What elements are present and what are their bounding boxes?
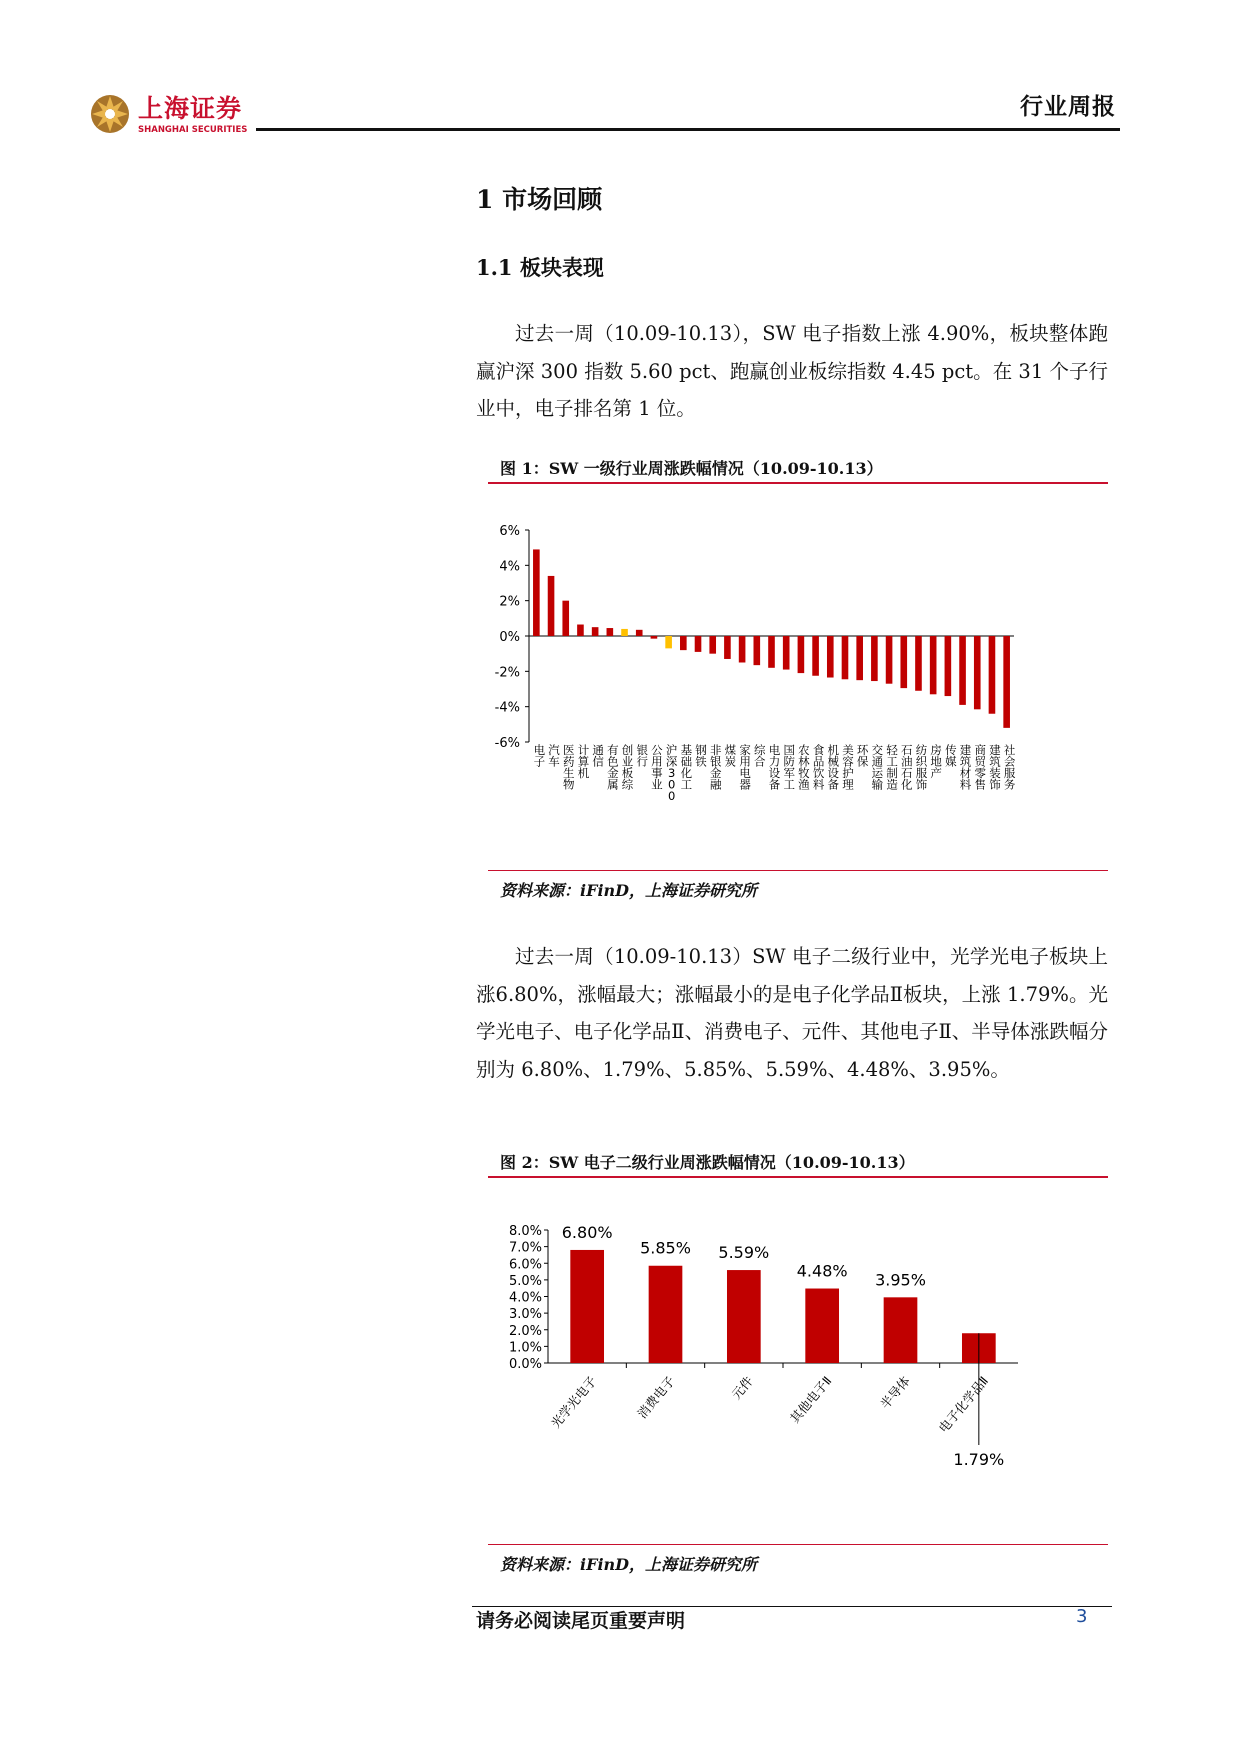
chart1-x-tick-label: 通信	[592, 743, 604, 769]
figure1-source: 资料来源：iFinD，上海证券研究所	[500, 881, 758, 900]
chart1-x-tick-label: 汽车	[548, 743, 560, 769]
chart2-y-tick-label: 6.0%	[508, 1257, 542, 1273]
figure1-title: 图 1：SW 一级行业周涨跌幅情况（10.09-10.13）	[500, 459, 883, 478]
chart2-x-tick-label: 元件	[728, 1373, 757, 1403]
chart1-bar	[945, 636, 952, 696]
chart1-y-tick-label: 0%	[499, 630, 520, 645]
chart1-bar	[783, 636, 790, 670]
chart1-bar	[959, 636, 966, 705]
chart1-x-tick-label: 创业板综	[621, 743, 634, 792]
chart1-bar	[680, 636, 687, 650]
chart2-y-tick-label: 2.0%	[508, 1323, 542, 1339]
chart1-y-tick-label: 2%	[499, 594, 520, 610]
chart1-bar	[636, 630, 643, 636]
chart1-y-tick-label: -4%	[494, 700, 520, 716]
paragraph-text: 过去一周（10.09-10.13），SW 电子指数上涨 4.90%，板块整体跑赢沪深 300 指数 5.60 pct、跑赢创业板综指数 4.45 pct。在 31 个子行业中，电子排名第 1 位。	[476, 322, 1108, 420]
chart1-bar	[753, 636, 760, 665]
logo-text-cn: 上海证券	[138, 94, 243, 123]
chart1-x-tick-label: 交通运输	[871, 743, 884, 792]
chart2-bar	[805, 1289, 839, 1363]
paragraph-subsector-summary	[476, 938, 1108, 1088]
chart2-x-tick-label: 其他电子Ⅱ	[786, 1373, 835, 1426]
chart1-bar	[827, 636, 834, 678]
chart1-x-tick-label: 非银金融	[709, 743, 722, 792]
chart1-bar	[607, 628, 614, 636]
chart2-bar	[649, 1266, 683, 1363]
chart1-y-tick-label: -2%	[494, 665, 520, 681]
chart2-x-tick-label: 半导体	[877, 1373, 913, 1412]
chart1-x-tick-label: 国防军工	[783, 743, 795, 792]
chart2-x-tick-label: 消费电子	[634, 1373, 678, 1422]
chart1-bar	[930, 636, 937, 694]
chart1-x-tick-label: 农林牧渔	[798, 743, 810, 792]
chart1-x-tick-label: 传媒	[945, 743, 957, 769]
chart1-bar	[974, 636, 981, 709]
chart2-bar	[570, 1250, 604, 1363]
chart2-bar	[727, 1270, 761, 1363]
logo-emblem-icon	[90, 94, 130, 134]
chart2-data-label: 5.59%	[718, 1243, 770, 1263]
chart1-bar	[798, 636, 805, 673]
chart1-y-tick-label: 4%	[499, 559, 520, 575]
chart1-bar	[842, 636, 849, 679]
chart2-data-label: 6.80%	[561, 1222, 613, 1242]
paragraph-text: 过去一周（10.09-10.13）SW 电子二级行业中，光学光电子板块上涨6.80%，涨幅最大；涨幅最小的是电子化学品Ⅱ板块，上涨 1.79%。光学光电子、电子化学品Ⅱ、消费电子、元件、其他电子Ⅱ、半导体涨跌幅分别为 6.80%、1.79%、5.85%、5.59%、4.48%、3.95%。	[476, 945, 1108, 1081]
chart1-bar	[915, 636, 922, 691]
chart2-y-tick-label: 8.0%	[508, 1224, 542, 1239]
chart1-bar	[812, 636, 819, 676]
subsection-heading: 1.1 板块表现	[476, 255, 604, 280]
chart1-x-tick-label: 银行	[636, 743, 648, 769]
chart1-bar	[695, 636, 702, 652]
chart2-y-tick-label: 7.0%	[508, 1240, 542, 1256]
section-heading: 1 市场回顾	[476, 185, 603, 214]
chart1-x-tick-label: 电子	[533, 743, 546, 769]
chart1-x-tick-label: 石油石化	[901, 743, 913, 792]
chart1-x-tick-label: 综合	[754, 743, 766, 769]
chart1-bar	[739, 636, 746, 663]
chart1-x-tick-label: 房地产	[930, 743, 942, 780]
chart1-bar	[533, 549, 540, 636]
chart1-bar	[665, 636, 672, 648]
chart2-x-tick-label: 光学光电子	[547, 1373, 600, 1431]
logo-text-en: SHANGHAI SECURITIES	[138, 125, 248, 135]
chart1-x-tick-label: 建筑材料	[959, 743, 972, 792]
chart2-data-label: 5.85%	[640, 1238, 691, 1258]
chart1-x-tick-label: 建筑装饰	[989, 743, 1001, 792]
header-divider	[256, 128, 1120, 131]
chart1-bar	[651, 636, 658, 639]
chart1-bar	[768, 636, 775, 668]
chart1-x-tick-label: 社会服务	[1003, 743, 1016, 792]
chart1-x-tick-label: 基础化工	[680, 743, 693, 792]
chart2-y-tick-label: 3.0%	[508, 1307, 542, 1323]
paragraph-sector-summary	[476, 315, 1108, 428]
chart1-x-tick-label: 电力设备	[768, 743, 781, 792]
chart1-bar	[900, 636, 907, 688]
disclaimer-notice: 请务必阅读尾页重要声明	[476, 1610, 686, 1632]
page-number: 3	[1076, 1606, 1088, 1627]
chart2-data-label: 4.48%	[796, 1261, 848, 1281]
chart1-bar	[709, 636, 716, 654]
company-logo	[90, 94, 360, 140]
chart1-x-tick-label: 公用事业	[651, 743, 663, 792]
chart2-y-tick-label: 0.0%	[508, 1357, 542, 1372]
chart-sw-electronics-level2	[488, 1200, 1108, 1540]
chart1-x-tick-label: 纺织服饰	[915, 743, 928, 792]
chart1-y-tick-label: -6%	[494, 736, 520, 751]
figure2-title: 图 2：SW 电子二级行业周涨跌幅情况（10.09-10.13）	[500, 1153, 915, 1172]
chart1-y-tick-label: 6%	[499, 524, 520, 539]
chart1-bar	[592, 627, 599, 636]
chart1-bar	[886, 636, 893, 684]
figure2-top-rule	[488, 1176, 1108, 1178]
chart1-bar	[577, 625, 584, 636]
chart1-x-tick-label: 计算机	[577, 743, 590, 780]
chart1-x-tick-label: 沪深 3 0 0	[665, 743, 678, 803]
chart1-bar	[871, 636, 878, 681]
chart1-x-tick-label: 轻工制造	[886, 743, 898, 792]
chart2-y-tick-label: 4.0%	[508, 1290, 542, 1306]
chart-sw-level1	[488, 510, 1108, 850]
chart2-y-tick-label: 1.0%	[508, 1340, 542, 1356]
chart1-x-tick-label: 钢铁	[695, 743, 707, 769]
chart2-data-label: 1.79%	[953, 1450, 1005, 1469]
chart2-y-tick-label: 5.0%	[508, 1273, 542, 1289]
chart1-bar	[856, 636, 863, 680]
chart1-x-tick-label: 食品饮料	[812, 743, 825, 792]
chart1-bar	[1003, 636, 1010, 728]
chart1-bar	[989, 636, 996, 714]
chart1-x-tick-label: 医药生物	[562, 743, 575, 792]
chart1-x-tick-label: 美容护理	[842, 743, 854, 792]
chart1-bar	[562, 601, 569, 636]
chart1-x-tick-label: 机械设备	[827, 743, 840, 792]
figure2-source: 资料来源：iFinD，上海证券研究所	[500, 1555, 758, 1574]
chart1-x-tick-label: 家用电器	[739, 743, 751, 792]
chart2-data-label: 3.95%	[875, 1270, 926, 1290]
figure2-bottom-rule	[488, 1544, 1108, 1545]
chart1-bar	[724, 636, 731, 659]
report-type: 行业周报	[1020, 93, 1116, 120]
chart1-bar	[621, 629, 628, 636]
chart1-bar	[548, 576, 555, 636]
chart2-x-tick-label: 电子化学品Ⅱ	[935, 1373, 992, 1436]
figure1-bottom-rule	[488, 870, 1108, 871]
chart1-x-tick-label: 环保	[856, 743, 869, 769]
figure1-top-rule	[488, 482, 1108, 484]
chart1-x-tick-label: 有色金属	[607, 743, 619, 792]
chart1-x-tick-label: 商贸零售	[974, 743, 987, 792]
chart2-bar	[884, 1297, 918, 1363]
chart1-x-tick-label: 煤炭	[724, 743, 737, 769]
